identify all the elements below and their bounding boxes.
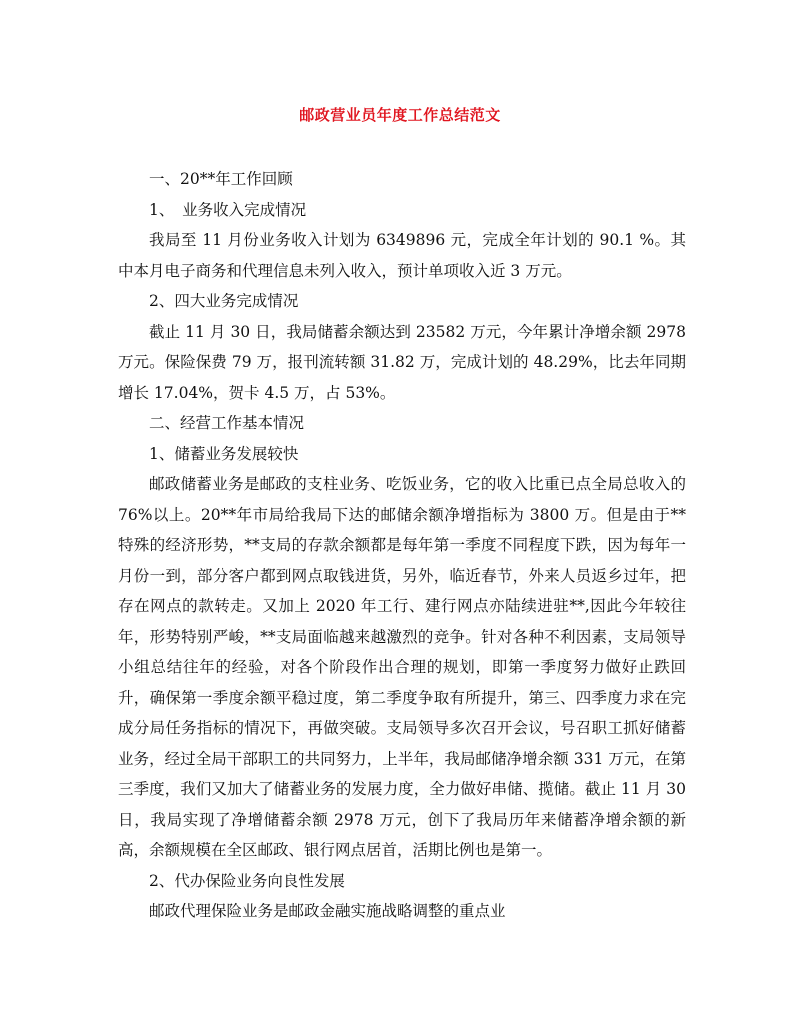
subheading-insurance: 2、代办保险业务向良性发展 <box>149 871 345 890</box>
section-heading-operations: 二、经营工作基本情况 <box>149 414 305 432</box>
paragraph-income-details: 我局至 11 月份业务收入计划为 6349896 元，完成全年计划的 90.1 %。其中本月电子商务和代理信息未列入收入，预计单项收入近 3 万元。 <box>118 231 686 280</box>
subheading-business-income: 1、 业务收入完成情况 <box>149 200 307 219</box>
paragraph-insurance-details: 邮政代理保险业务是邮政金融实施战略调整的重点业 <box>149 902 506 920</box>
subheading-savings: 1、储蓄业务发展较快 <box>149 444 299 463</box>
subheading-four-businesses: 2、四大业务完成情况 <box>149 292 299 310</box>
paragraph-four-businesses-details: 截止 11 月 30 日，我局储蓄余额达到 23582 万元，今年累计净增余额 2978 万元。保险保费 79 万，报刊流转额 31.82 万，完成计划的 48.29%，比去年同期增长 17.04%，贺卡 4.5 万，占 53%。 <box>118 322 686 402</box>
document-body <box>118 164 686 927</box>
paragraph-savings-details: 邮政储蓄业务是邮政的支柱业务、吃饭业务，它的收入比重已点全局总收入的 76%以上。20**年市局给我局下达的邮储余额净增指标为 3800 万。但是由于**特殊的经济形势，**支局的存款余额都是每年第一季度不同程度下跌，因为每年一月份一到，部分客户都到网点取钱进货，另外，临近春节，外来人员返乡过年，把存在网点的款转走。又加上 2020 年工行、建行网点亦陆续进驻**,因此今年较往年，形势特别严峻，**支局面临越来越激烈的竞争。针对各种不利因素，支局领导小组总结往年的经验，对各个阶段作出合理的规划，即第一季度努力做好止跌回升，确保第一季度余额平稳过度，第二季度争取有所提升，第三、四季度力求在完成分局任务指标的情况下，再做突破。支局领导多次召开会议，号召职工抓好储蓄业务，经过全局干部职工的共同努力，上半年，我局邮储净增余额 331 万元，在第三季度，我们又加大了储蓄业务的发展力度，全力做好串储、揽储。截止 11 月 30 日，我局实现了净增储蓄余额 2978 万元，创下了我局历年来储蓄净增余额的新高，余额规模在全区邮政、银行网点居首，活期比例也是第一。 <box>118 475 686 859</box>
document-title: 邮政营业员年度工作总结范文 <box>299 106 501 124</box>
section-heading-work-review: 一、20**年工作回顾 <box>149 170 293 188</box>
